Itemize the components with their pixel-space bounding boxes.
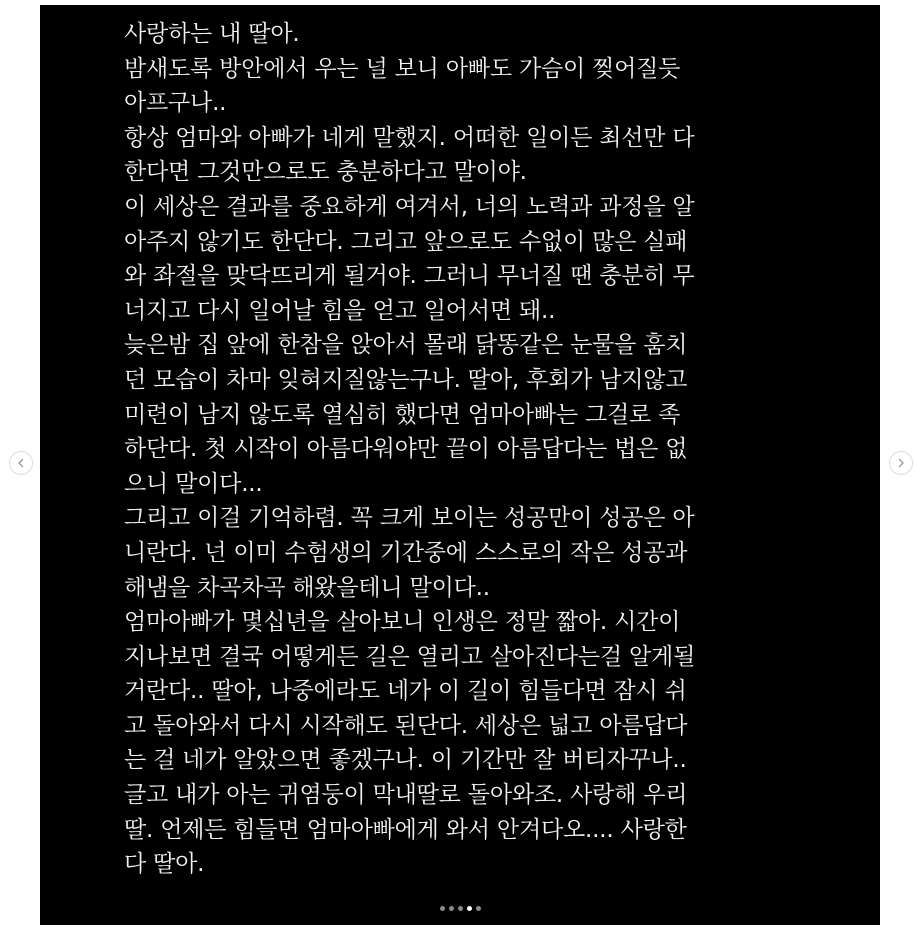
letter-line: 이 세상은 결과를 중요하게 여겨서, 너의 노력과 과정을 알 <box>124 193 695 220</box>
letter-line: 엄마아빠가 몇십년을 살아보니 인생은 정말 짧아. 시간이 <box>124 609 681 636</box>
letter-line: 하단다. 첫 시작이 아름다워야만 끝이 아름답다는 법은 없 <box>124 436 688 463</box>
carousel-prev-button[interactable] <box>9 451 33 475</box>
letter-line: 한다면 그것만으로도 충분하다고 말이야. <box>124 159 527 186</box>
carousel-dots <box>40 906 880 911</box>
letter-line: 는 걸 네가 알았으면 좋겠구나. 이 기간만 잘 버티자꾸나.. <box>124 747 687 774</box>
carousel-next-button[interactable] <box>889 451 913 475</box>
letter-text <box>124 17 804 882</box>
carousel-dot[interactable] <box>467 906 472 911</box>
letter-line: 그리고 이걸 기억하렴. 꼭 크게 보이는 성공만이 성공은 아 <box>124 505 695 532</box>
carousel-dot[interactable] <box>449 906 454 911</box>
letter-line: 으니 말이다... <box>124 470 263 497</box>
letter-line: 너지고 다시 일어날 힘을 얻고 일어서면 돼.. <box>124 297 556 324</box>
chevron-left-icon <box>16 458 26 468</box>
letter-line: 아주지 않기도 한단다. 그리고 앞으로도 수없이 많은 실패 <box>124 228 688 255</box>
letter-line: 아프구나.. <box>124 90 227 117</box>
letter-line: 미련이 남지 않도록 열심히 했다면 엄마아빠는 그걸로 족 <box>124 401 681 428</box>
post-image <box>40 5 880 925</box>
letter-line: 밤새도록 방안에서 우는 널 보니 아빠도 가슴이 찢어질듯 <box>124 55 681 82</box>
carousel-dot[interactable] <box>476 906 481 911</box>
letter-line: 해냄을 차곡차곡 해왔을테니 말이다.. <box>124 574 490 601</box>
letter-line: 사랑하는 내 딸아. <box>124 21 300 47</box>
letter-line: 던 모습이 차마 잊혀지질않는구나. 딸아, 후회가 남지않고 <box>124 366 688 393</box>
letter-line: 늦은밤 집 앞에 한참을 앉아서 몰래 닭똥같은 눈물을 훔치 <box>124 332 688 359</box>
carousel-dot[interactable] <box>440 906 445 911</box>
letter-line: 거란다.. 딸아, 나중에라도 네가 이 길이 힘들다면 잠시 쉬 <box>124 678 687 705</box>
carousel-dot[interactable] <box>458 906 463 911</box>
letter-line: 고 돌아와서 다시 시작해도 된단다. 세상은 넓고 아름답다 <box>124 712 688 739</box>
letter-line: 항상 엄마와 아빠가 네게 말했지. 어떠한 일이든 최선만 다 <box>124 124 695 151</box>
letter-line: 니란다. 넌 이미 수험생의 기간중에 스스로의 작은 성공과 <box>124 539 688 566</box>
letter-line: 지나보면 결국 어떻게든 길은 열리고 살아진다는걸 알게될 <box>124 643 696 670</box>
letter-line: 다 딸아. <box>124 851 205 878</box>
letter-line: 와 좌절을 맞닥뜨리게 될거야. 그러니 무너질 땐 충분히 무 <box>124 263 695 290</box>
letter-line: 글고 내가 아는 귀염둥이 막내딸로 돌아와조. 사랑해 우리 <box>124 782 688 809</box>
chevron-right-icon <box>896 458 906 468</box>
letter-line: 딸. 언제든 힘들면 엄마아빠에게 와서 안겨다오.... 사랑한 <box>124 816 687 843</box>
